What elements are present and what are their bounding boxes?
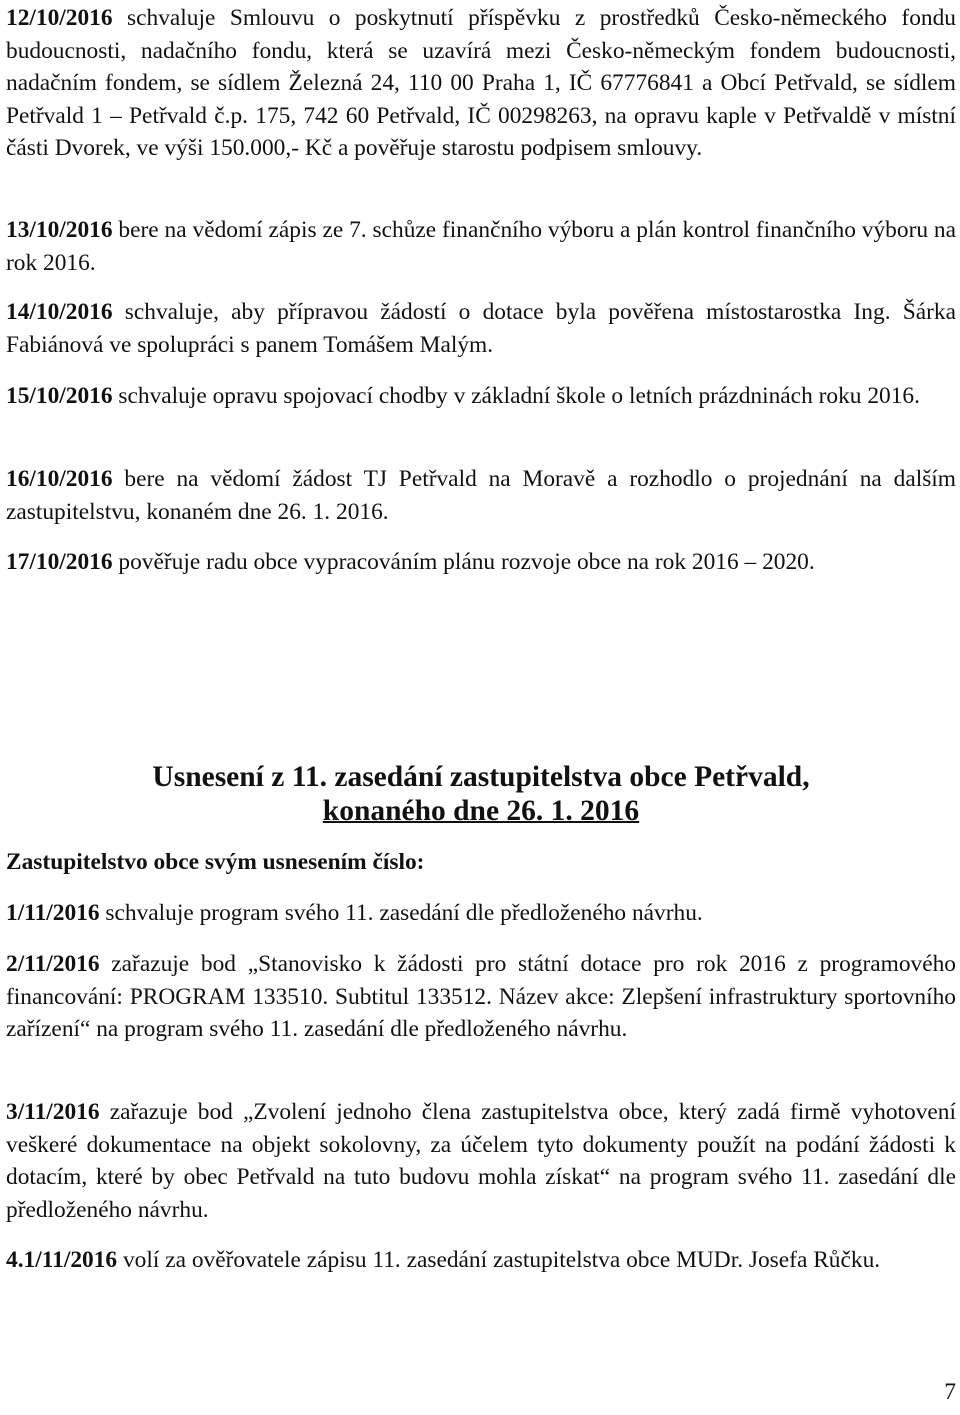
resolution-text: pověřuje radu obce vypracováním plánu rozvoje obce na rok 2016 – 2020.	[112, 549, 815, 575]
resolution-number: 15/10/2016	[6, 383, 113, 409]
resolution-1-11-2016	[6, 897, 956, 930]
resolution-text: zařazuje bod „Zvolení jednoho člena zastupitelstva obce, který zadá firmě vyhotovení veškeré dokumentace na objekt sokolovny, za účelem tyto dokumenty použít na podání žádosti k dotacím, které by obec Petřvald na tuto budovu mohla získat“ na program svého 11. zasedání dle předloženého návrhu.	[6, 1099, 956, 1223]
resolution-2-11-2016	[6, 948, 956, 1046]
resolution-text: bere na vědomí zápis ze 7. schůze finančního výboru a plán kontrol finančního výboru na rok 2016.	[6, 217, 956, 276]
resolution-number: 16/10/2016	[6, 466, 113, 492]
resolution-text: zařazuje bod „Stanovisko k žádosti pro státní dotace pro rok 2016 z programového financování: PROGRAM 133510. Subtitul 133512. Název akce: Zlepšení infrastruktury sportovního zařízení“ na program svého 11. zasedání dle předloženého návrhu.	[6, 951, 956, 1042]
resolution-text: volí za ověřovatele zápisu 11. zasedání zastupitelstva obce MUDr. Josefa Růčku.	[117, 1247, 881, 1273]
resolution-number: 12/10/2016	[6, 5, 113, 31]
resolution-15-10-2016	[6, 380, 956, 413]
resolution-14-10-2016	[6, 296, 956, 361]
resolution-number: 4.1/11/2016	[6, 1247, 118, 1273]
resolution-text: bere na vědomí žádost TJ Petřvald na Moravě a rozhodlo o projednání na dalším zastupitelstvu, konaném dne 26. 1. 2016.	[6, 466, 956, 525]
resolution-12-10-2016	[6, 2, 956, 165]
resolution-number: 17/10/2016	[6, 549, 113, 575]
resolution-number: 2/11/2016	[6, 951, 100, 977]
resolution-text: schvaluje Smlouvu o poskytnutí příspěvku z prostředků Česko-německého fondu budoucnosti, nadačního fondu, která se uzavírá mezi Česko-německým fondem budoucnosti, nadačním fondem, se sídlem Železná 24, 110 00 Praha 1, IČ 67776841 a Obcí Petřvald, se sídlem Petřvald 1 – Petřvald č.p. 175, 742 60 Petřvald, IČ 00298263, na opravu kaple v Petřvaldě v místní části Dvorek, ve výši 150.000,- Kč a pověřuje starostu podpisem smlouvy.	[6, 5, 956, 161]
section-heading-line1: Usnesení z 11. zasedání zastupitelstva obce Petřvald,	[152, 761, 810, 793]
resolution-number: 3/11/2016	[6, 1099, 100, 1125]
resolution-number: 1/11/2016	[6, 900, 100, 926]
resolution-13-10-2016	[6, 214, 956, 279]
page-number: 7	[944, 1379, 956, 1405]
resolution-number: 14/10/2016	[6, 299, 113, 325]
resolution-number: 13/10/2016	[6, 217, 113, 243]
resolution-text: schvaluje program svého 11. zasedání dle předloženého návrhu.	[99, 900, 703, 926]
resolution-text: schvaluje opravu spojovací chodby v základní škole o letních prázdninách roku 2016.	[112, 383, 920, 409]
resolution-3-11-2016	[6, 1096, 956, 1226]
resolution-4-1-11-2016	[6, 1244, 956, 1277]
resolution-text: schvaluje, aby přípravou žádostí o dotace byla pověřena místostarostka Ing. Šárka Fabiánová ve spolupráci s panem Tomášem Malým.	[6, 299, 956, 358]
resolution-17-10-2016	[6, 546, 956, 579]
section-heading-line2	[6, 790, 956, 832]
resolution-16-10-2016	[6, 463, 956, 528]
section-heading-date: konaného dne 26. 1. 2016	[322, 795, 640, 827]
section-subheading: Zastupitelstvo obce svým usnesením číslo:	[6, 849, 425, 875]
